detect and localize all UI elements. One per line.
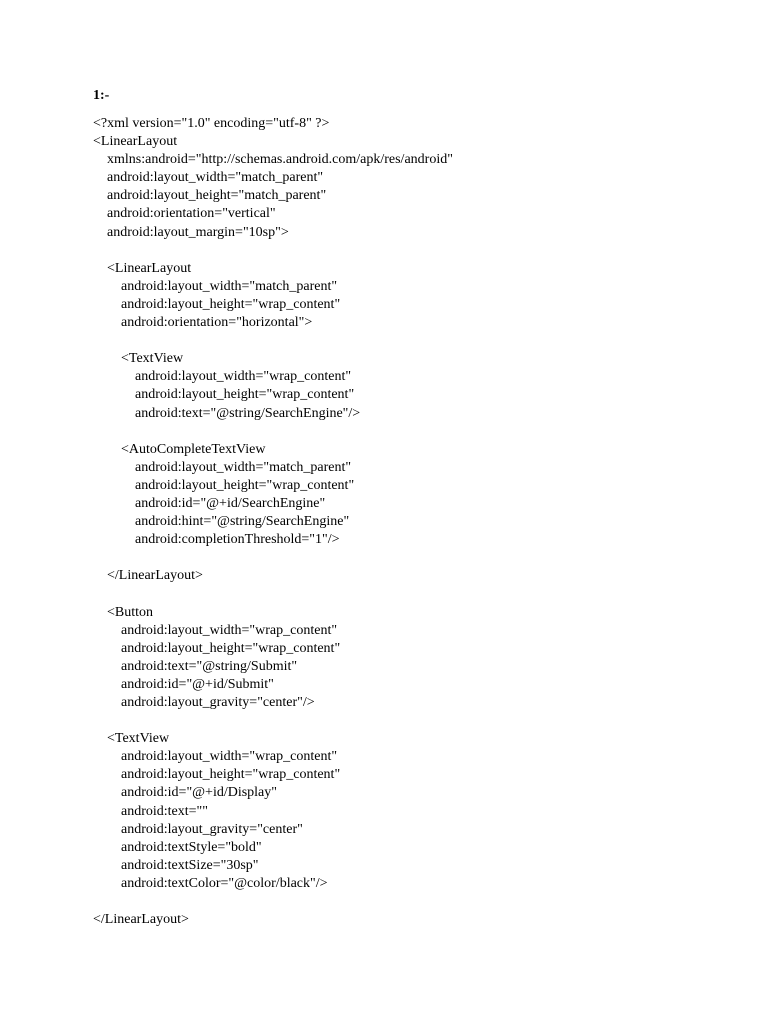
code-line: android:layout_width="match_parent"	[93, 459, 352, 475]
code-line: android:layout_width="wrap_content"	[93, 369, 352, 385]
code-line: android:layout_height="wrap_content"	[93, 640, 341, 656]
code-line: android:textColor="@color/black"/>	[93, 875, 328, 891]
code-line	[93, 242, 453, 260]
code-line: <TextView	[93, 731, 170, 747]
code-line: android:completionThreshold="1"/>	[93, 532, 340, 548]
code-line: android:layout_height="wrap_content"	[93, 767, 341, 783]
code-line: <Button	[93, 604, 154, 620]
code-line: android:layout_gravity="center"	[93, 821, 303, 837]
code-line: android:layout_width="match_parent"	[93, 170, 324, 186]
code-line: android:text=""	[93, 803, 208, 819]
code-line: android:layout_width="match_parent"	[93, 278, 338, 294]
xml-code-block	[93, 115, 453, 929]
code-line: android:textSize="30sp"	[93, 857, 259, 873]
code-line	[93, 423, 453, 441]
code-line: android:layout_width="wrap_content"	[93, 749, 338, 765]
code-line: android:id="@+id/SearchEngine"	[93, 495, 326, 511]
code-line: <AutoCompleteTextView	[93, 441, 266, 457]
code-line	[93, 893, 453, 911]
code-line: <LinearLayout	[93, 260, 192, 276]
code-line: android:layout_height="wrap_content"	[93, 387, 355, 403]
code-line: android:layout_height="wrap_content"	[93, 477, 355, 493]
code-line	[93, 332, 453, 350]
code-line: android:text="@string/SearchEngine"/>	[93, 405, 361, 421]
code-line	[93, 712, 453, 730]
code-line: android:layout_width="wrap_content"	[93, 622, 338, 638]
code-line: android:textStyle="bold"	[93, 839, 262, 855]
code-line: android:orientation="horizontal">	[93, 315, 313, 331]
code-line: android:hint="@string/SearchEngine"	[93, 514, 350, 530]
code-line: android:layout_gravity="center"/>	[93, 695, 315, 710]
question-number-heading: 1:-	[93, 88, 110, 103]
code-line: android:text="@string/Submit"	[93, 658, 298, 674]
code-line: android:layout_height="match_parent"	[93, 188, 327, 204]
code-line: <TextView	[93, 351, 184, 367]
code-line: android:layout_margin="10sp">	[93, 224, 289, 240]
code-line: android:orientation="vertical"	[93, 206, 276, 222]
code-line: </LinearLayout>	[93, 568, 203, 584]
code-line: android:id="@+id/Submit"	[93, 676, 274, 692]
code-line	[93, 585, 453, 603]
code-line: android:layout_height="wrap_content"	[93, 296, 341, 312]
code-line: <?xml version="1.0" encoding="utf-8" ?>	[93, 116, 330, 131]
code-line: xmlns:android="http://schemas.android.com/apk/res/android"	[93, 152, 453, 168]
code-line: android:id="@+id/Display"	[93, 785, 277, 801]
code-line: <LinearLayout	[93, 134, 178, 150]
code-line	[93, 549, 453, 567]
code-line: </LinearLayout>	[93, 912, 189, 928]
